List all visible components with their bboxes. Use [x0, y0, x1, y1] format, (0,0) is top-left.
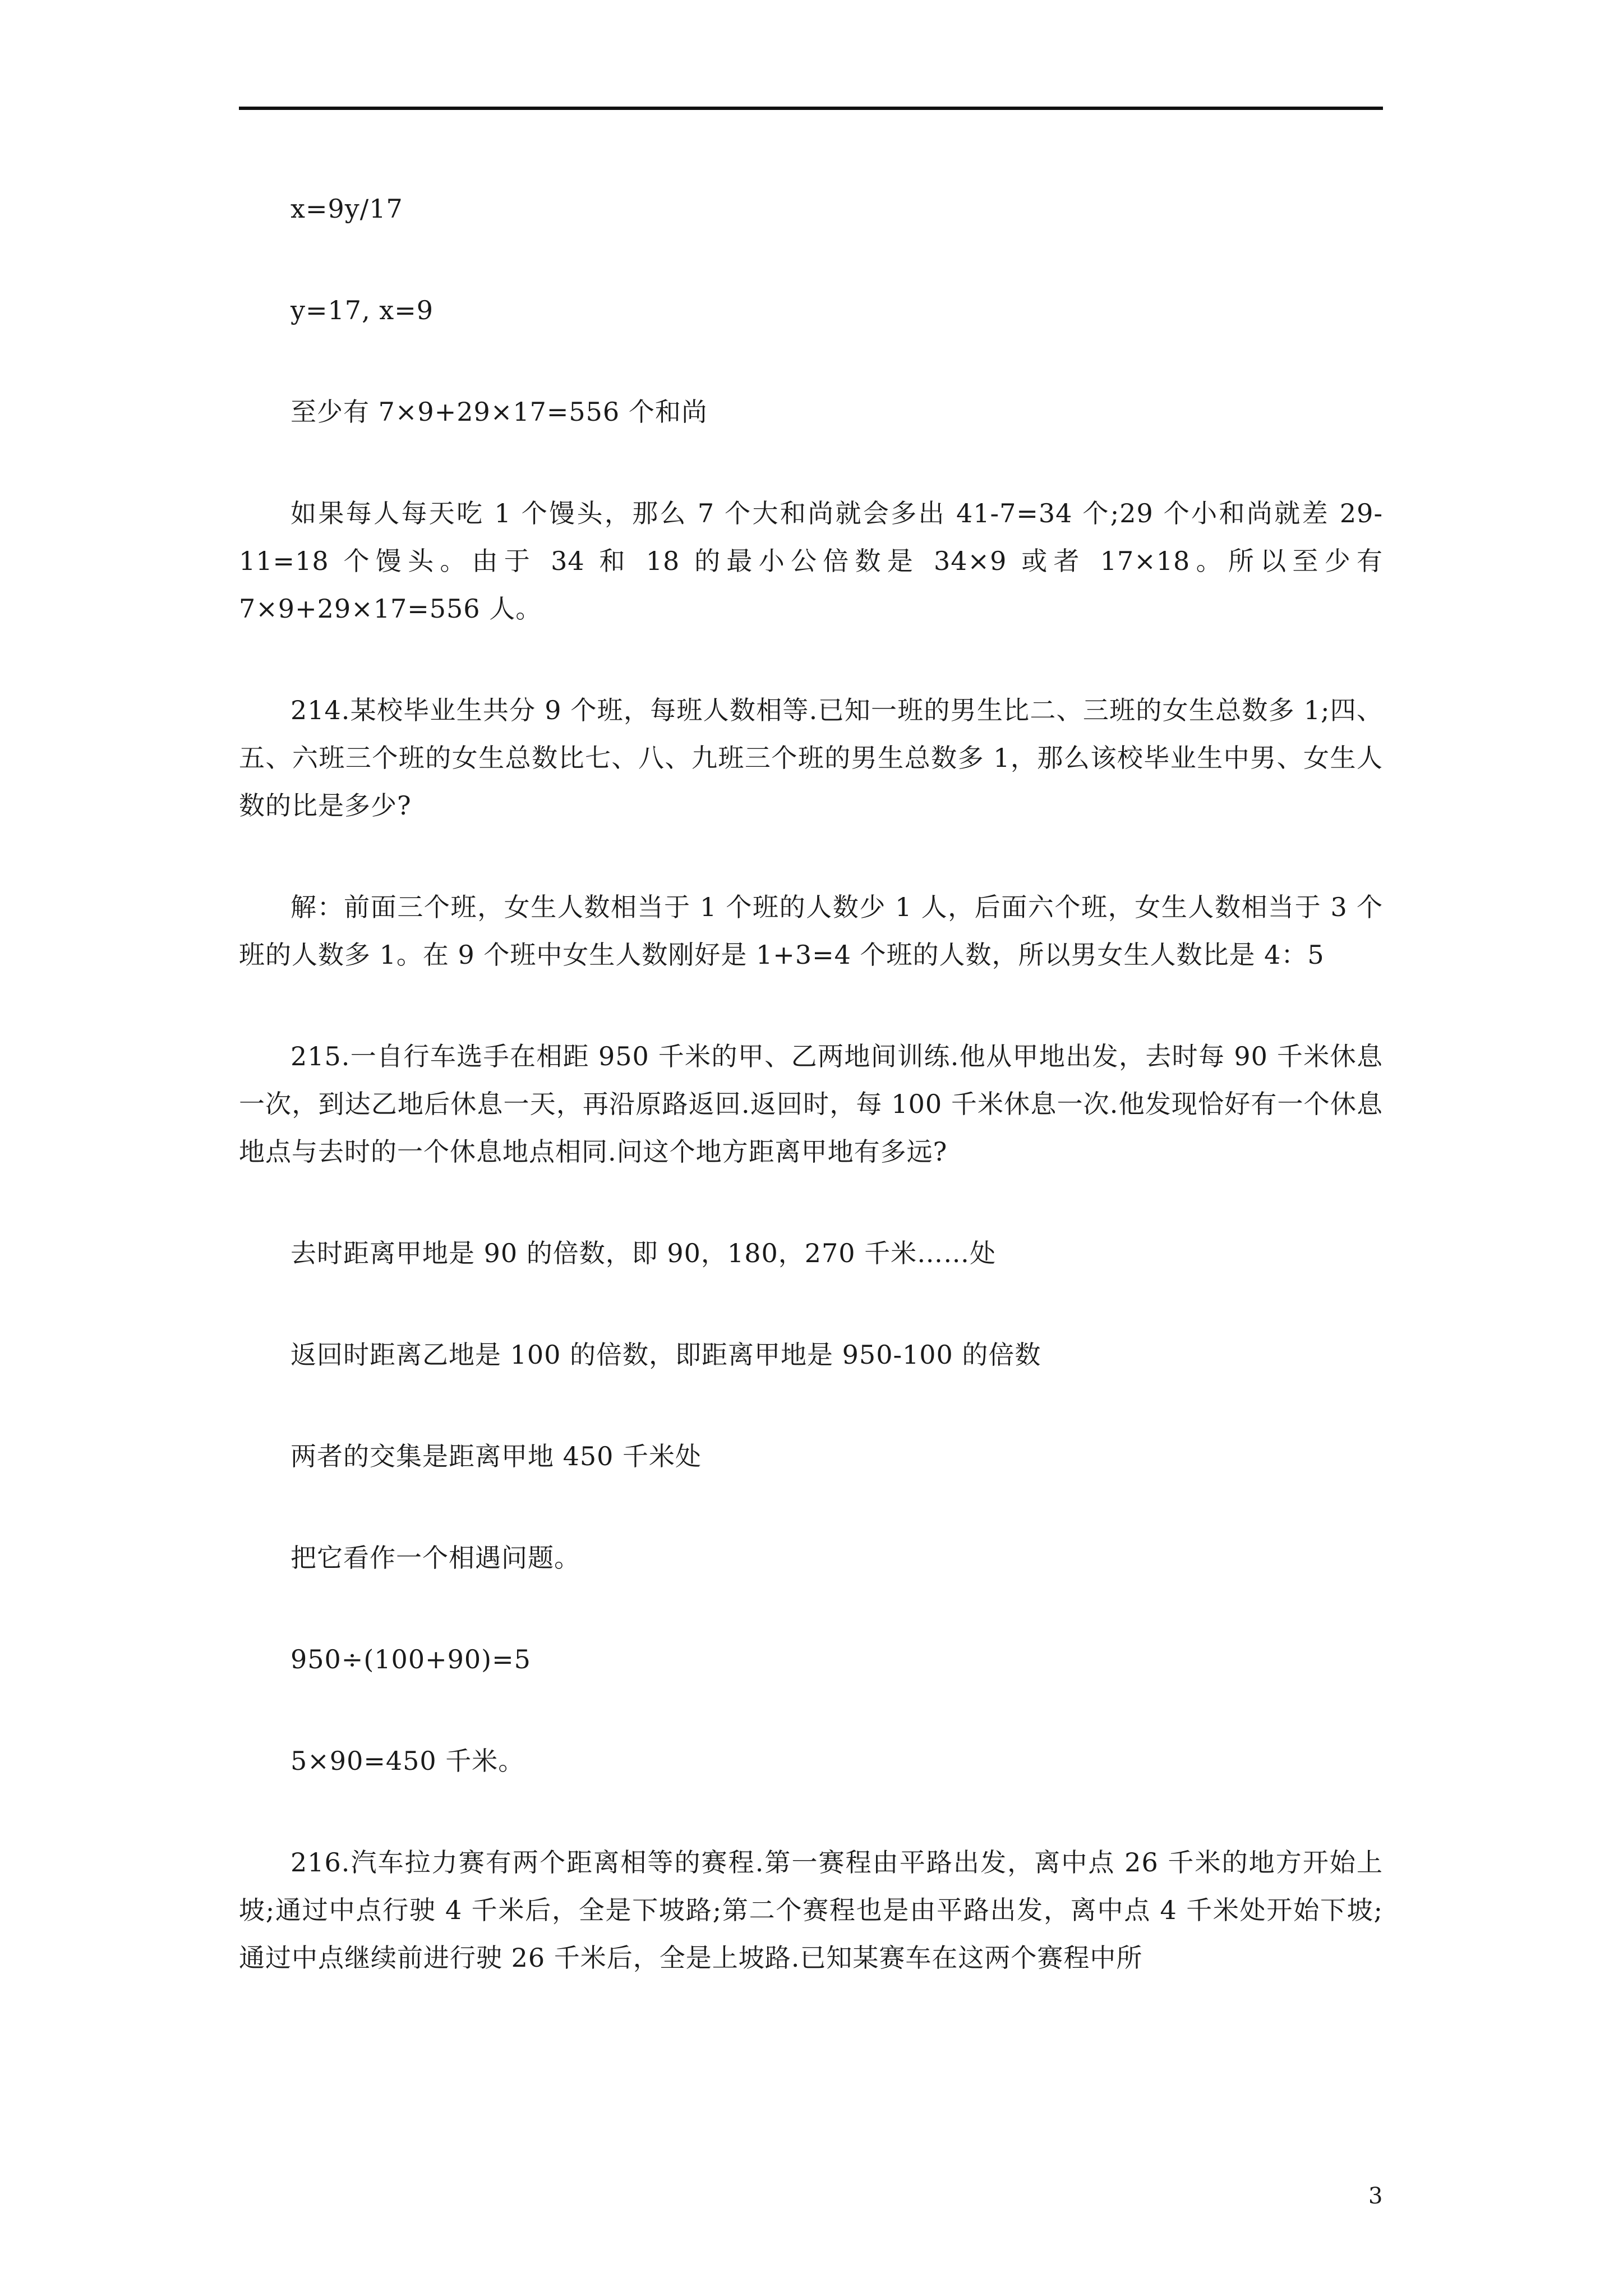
header-rule [239, 107, 1383, 110]
paragraph: 解：前面三个班，女生人数相当于 1 个班的人数少 1 人，后面六个班，女生人数相当于 3 个班的人数多 1。在 9 个班中女生人数刚好是 1+3=4 个班的人数，所以男女生人数比是 4：5 [239, 892, 1383, 970]
paragraph: 如果每人每天吃 1 个馒头，那么 7 个大和尚就会多出 41-7=34 个;29 个小和尚就差 29-11=18 个馒头。由于 34 和 18 的最小公倍数是 34×9 或者 17×18。所以至少有 7×9+29×17=556 人。 [239, 498, 1383, 624]
document-body [239, 185, 1383, 2036]
paragraph: 950÷(100+90)=5 [291, 1644, 531, 1674]
paragraph: y=17, x=9 [291, 295, 434, 325]
paragraph: 两者的交集是距离甲地 450 千米处 [291, 1441, 702, 1471]
page-number: 3 [1368, 2183, 1383, 2209]
paragraph: 返回时距离乙地是 100 的倍数，即距离甲地是 950-100 的倍数 [291, 1340, 1041, 1370]
paragraph: x=9y/17 [291, 194, 403, 224]
paragraph: 至少有 7×9+29×17=556 个和尚 [291, 397, 708, 427]
paragraph: 把它看作一个相遇问题。 [291, 1543, 580, 1573]
paragraph: 216.汽车拉力赛有两个距离相等的赛程.第一赛程由平路出发，离中点 26 千米的地方开始上坡;通过中点行驶 4 千米后，全是下坡路;第二个赛程也是由平路出发，离中点 4 千米处开始下坡;通过中点继续前进行驶 26 千米后，全是上坡路.已知某赛车在这两个赛程中所 [239, 1847, 1383, 1973]
paragraph: 去时距离甲地是 90 的倍数，即 90，180，270 千米……处 [291, 1238, 997, 1268]
paragraph: 214.某校毕业生共分 9 个班，每班人数相等.已知一班的男生比二、三班的女生总数多 1;四、五、六班三个班的女生总数比七、八、九班三个班的男生总数多 1，那么该校毕业生中男、女生人数的比是多少? [239, 695, 1383, 821]
paragraph: 5×90=450 千米。 [291, 1746, 525, 1776]
paragraph: 215.一自行车选手在相距 950 千米的甲、乙两地间训练.他从甲地出发，去时每 90 千米休息一次，到达乙地后休息一天，再沿原路返回.返回时，每 100 千米休息一次.他发现恰好有一个休息地点与去时的一个休息地点相同.问这个地方距离甲地有多远? [239, 1041, 1383, 1167]
